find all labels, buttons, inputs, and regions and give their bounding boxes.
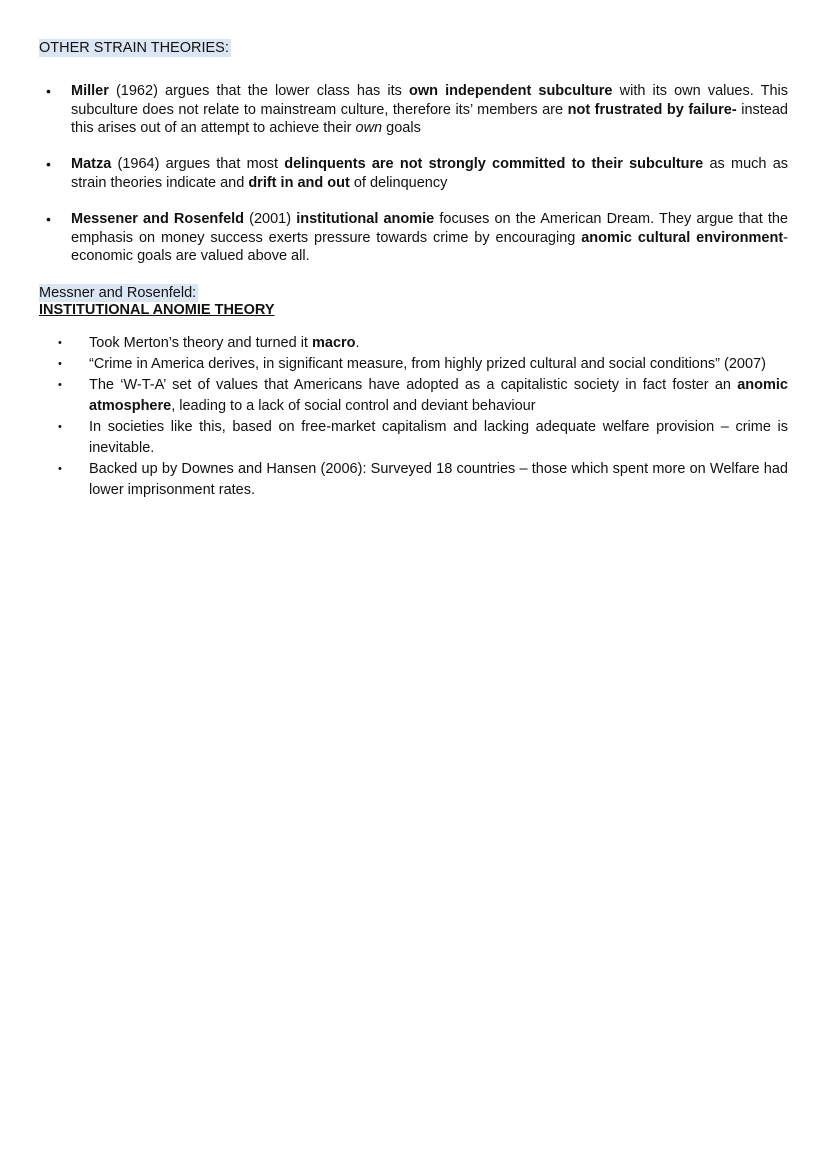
text-run: instead this arises out of an attempt to achieve their: [71, 101, 788, 136]
text-run: Backed up by Downes and Hansen (2006): Surveyed 18 countries – those which spent more on Welfare had lower imprisonment rates.: [89, 461, 788, 498]
bullet-icon: •: [46, 211, 51, 227]
text-run: - economic goals are valued above all.: [71, 229, 788, 264]
strain-theories-list: [40, 82, 788, 138]
bold-phrase: institutional anomie: [296, 211, 435, 227]
anomie-theory-list: [58, 333, 788, 501]
strain-theories-list: [40, 210, 788, 266]
bullet-icon: •: [46, 83, 51, 99]
text-run: The ‘W-T-A’ set of values that Americans have adopted as a capitalistic society in fact foster an: [89, 377, 738, 393]
strain-theories-list: [40, 155, 788, 192]
text-run: goals: [382, 120, 421, 136]
bullet-icon: •: [58, 421, 62, 433]
messner-rosenfeld-subheading: Messner and Rosenfeld:: [39, 285, 197, 301]
list-item: [58, 417, 788, 459]
text-run: as much as strain theories indicate and: [71, 156, 789, 191]
bold-phrase: not frustrated by failure-: [567, 101, 737, 118]
text-run: with its own values. This subculture does not relate to mainstream culture, therefore its’ members are: [71, 83, 788, 118]
bold-phrase: delinquents are not strongly committed to their subculture: [284, 156, 704, 172]
list-item-messener-rosenfeld: [40, 210, 788, 266]
bullet-icon: •: [58, 463, 62, 475]
other-strain-theories-heading: OTHER STRAIN THEORIES:: [39, 40, 229, 56]
bullet-icon: •: [58, 358, 62, 370]
bold-phrase: macro: [312, 335, 356, 351]
theorist-name: Messener and Rosenfeld: [71, 211, 245, 227]
text-run: .: [355, 335, 360, 351]
list-item: [58, 375, 788, 417]
text-run: of delinquency: [349, 174, 448, 191]
list-item: [58, 459, 788, 501]
institutional-anomie-theory-heading: INSTITUTIONAL ANOMIE THEORY: [39, 302, 275, 318]
list-item-miller: [40, 82, 788, 138]
list-item-matza: [40, 155, 788, 192]
text-run: In societies like this, based on free-market capitalism and lacking adequate welfare provision – crime is inevitable.: [89, 419, 788, 456]
list-item: [58, 354, 788, 375]
text-run: (1964) argues that most: [111, 156, 285, 172]
quote-text: “Crime in America derives, in significant measure, from highly prized cultural and social conditions” (2007): [89, 356, 766, 372]
text-run: (1962) argues that the lower class has its: [108, 83, 409, 99]
text-run: (2001): [244, 211, 297, 227]
bullet-icon: •: [58, 337, 62, 349]
bold-phrase: drift in and out: [248, 174, 350, 191]
bullet-icon: •: [46, 156, 51, 172]
text-run: focuses on the American Dream. They argue that the emphasis on money success exerts pressure towards crime by encouraging: [71, 211, 788, 246]
list-item: [58, 333, 788, 354]
italic-phrase: own: [355, 120, 383, 136]
theorist-name: Matza: [71, 156, 112, 172]
bold-phrase: anomic atmosphere: [89, 377, 788, 414]
bold-phrase: own independent subculture: [408, 83, 613, 99]
bold-phrase: anomic cultural environment: [581, 229, 784, 246]
theorist-name: Miller: [71, 83, 109, 99]
text-run: , leading to a lack of social control and deviant behaviour: [171, 398, 536, 414]
text-run: Took Merton’s theory and turned it: [89, 335, 312, 351]
bullet-icon: •: [58, 379, 62, 391]
